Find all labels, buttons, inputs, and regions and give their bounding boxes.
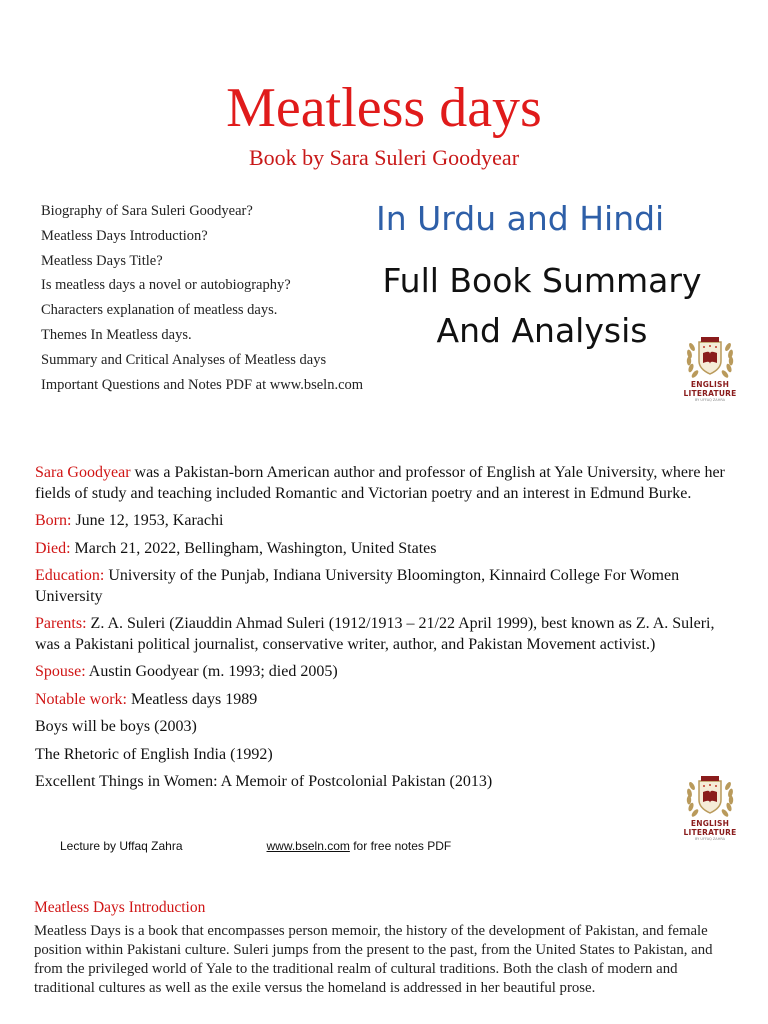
- website-link[interactable]: www.bseln.com: [266, 839, 350, 853]
- parents-label: Parents:: [35, 615, 87, 632]
- spouse-label: Spouse:: [35, 663, 86, 680]
- table-of-contents: [41, 199, 363, 397]
- introduction-text: Meatless Days is a book that encompasses person memoir, the history of the development of Pakistan, and female position within Pakistani culture. Suleri jumps from the present to the past, from the United States to Pakistan, and from the privileged world of Yale to the traditional realm of cultural traditions. Both the clash of modern and traditional cultures as well as the exile versus the homeland is addressed in her beautiful prose.: [34, 923, 713, 996]
- died-value: March 21, 2022, Bellingham, Washington, United States: [70, 539, 437, 557]
- biography-section: [35, 463, 735, 800]
- toc-item: Themes In Meatless days.: [41, 326, 192, 343]
- laurel-badge-icon: [682, 333, 738, 381]
- bio-intro: [35, 463, 735, 504]
- page-subtitle: Book by Sara Suleri Goodyear: [248, 145, 520, 170]
- english-literature-logo: [677, 333, 743, 403]
- logo-tagline: BY UFFAQ ZAHRA: [694, 398, 726, 402]
- bio-education: [35, 566, 735, 607]
- parents-value: Z. A. Suleri (Ziauddin Ahmad Suleri (1912/1913 – 21/22 April 1999), best known as Z. A. Suleri, was a Pakistani political journalist, conservative writer, author, and Pakistan Movement activist.): [35, 615, 715, 653]
- bio-parents: [35, 614, 735, 655]
- english-literature-logo: [677, 772, 743, 842]
- logo-line-2: LITERATURE: [683, 388, 737, 398]
- toc-item: Meatless Days Introduction?: [41, 227, 208, 244]
- summary-heading: [372, 256, 712, 356]
- page-title: Meatless days: [226, 77, 542, 139]
- notable-value: Meatless days 1989: [126, 690, 258, 708]
- education-label: Education:: [35, 567, 105, 584]
- bio-died: [35, 539, 735, 560]
- logo-tagline: BY UFFAQ ZAHRA: [694, 837, 726, 841]
- bio-intro-text: was a Pakistan-born American author and professor of English at Yale University, where her fields of study and teaching included Romantic and Victorian poetry and an interest in Edmund Burke.: [35, 464, 725, 502]
- toc-item: Biography of Sara Suleri Goodyear?: [41, 203, 253, 219]
- bio-work: Boys will be boys (2003): [35, 718, 197, 735]
- logo-line-1: ENGLISH: [690, 819, 730, 828]
- died-label: Died:: [35, 539, 71, 557]
- toc-item: Is meatless days a novel or autobiography?: [41, 277, 291, 294]
- summary-line-2: And Analysis: [436, 311, 648, 350]
- bio-work: The Rhetoric of English India (1992): [35, 745, 273, 763]
- lecture-credit: [60, 839, 451, 853]
- bio-notable-work: [35, 690, 735, 711]
- notable-label: Notable work:: [35, 690, 127, 708]
- logo-line-2: LITERATURE: [683, 827, 737, 837]
- toc-item: Important Questions and Notes PDF at www.bseln.com: [41, 376, 364, 393]
- education-value: University of the Punjab, Indiana University Bloomington, Kinnaird College For Women University: [35, 567, 680, 605]
- toc-item: Summary and Critical Analyses of Meatless days: [41, 351, 327, 368]
- summary-line-1: Full Book Summary: [382, 261, 702, 300]
- laurel-badge-icon: [682, 772, 738, 820]
- bio-spouse: [35, 662, 735, 683]
- born-label: Born:: [35, 512, 72, 529]
- introduction-heading: Meatless Days Introduction: [34, 899, 206, 916]
- spouse-value: Austin Goodyear (m. 1993; died 2005): [85, 663, 338, 680]
- lecture-author: Lecture by Uffaq Zahra: [60, 839, 183, 853]
- link-suffix: for free notes PDF: [349, 839, 452, 853]
- toc-item: Characters explanation of meatless days.: [41, 302, 278, 319]
- toc-item: Meatless Days Title?: [41, 252, 163, 269]
- bio-name: Sara Goodyear: [35, 464, 131, 481]
- born-value: June 12, 1953, Karachi: [71, 512, 224, 529]
- logo-line-1: ENGLISH: [690, 380, 730, 389]
- bio-work: Excellent Things in Women: A Memoir of Postcolonial Pakistan (2013): [35, 773, 493, 790]
- bio-born: [35, 511, 735, 532]
- language-heading: In Urdu and Hindi: [376, 199, 665, 238]
